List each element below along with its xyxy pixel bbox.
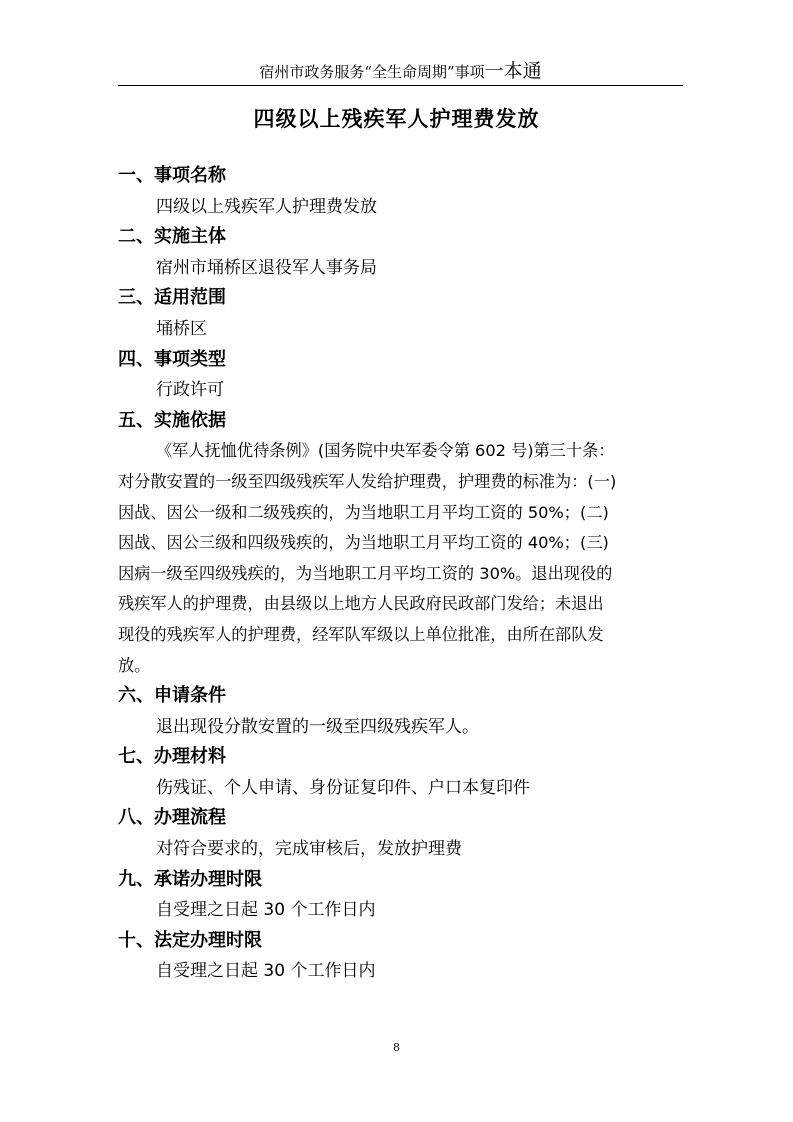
section-text-conditions: 退出现役分散安置的一级至四级残疾军人。	[156, 716, 479, 737]
paragraph-line: 现役的残疾军人的护理费，经军队军级以上单位批准，由所在部队发	[118, 624, 604, 644]
section-heading-conditions: 六、申请条件	[118, 685, 226, 707]
section-heading-materials: 七、办理材料	[118, 746, 226, 768]
section-heading-item-type: 四、事项类型	[118, 348, 226, 370]
section-heading-scope: 三、适用范围	[118, 287, 226, 309]
section-text-legal-time: 自受理之日起 30 个工作日内	[156, 961, 376, 982]
paragraph-line: 放。	[118, 655, 151, 675]
section-paragraph-legal-basis	[118, 436, 693, 681]
section-heading-promised-time: 九、承诺办理时限	[118, 868, 262, 890]
header-text: 宿州市政务服务“全生命周期”事项	[259, 63, 485, 81]
section-text-item-name: 四级以上残疾军人护理费发放	[156, 196, 377, 217]
paragraph-line: 《军人抚恤优待条例》(国务院中央军委令第 602 号)第三十条：	[156, 441, 615, 461]
document-title: 四级以上残疾军人护理费发放	[253, 107, 540, 131]
running-header	[118, 60, 683, 83]
paragraph-line: 残疾军人的护理费，由县级以上地方人民政府民政部门发给；未退出	[118, 594, 604, 614]
section-heading-legal-basis: 五、实施依据	[118, 409, 226, 431]
section-heading-legal-time: 十、法定办理时限	[118, 929, 262, 951]
paragraph-line: 因战、因公三级和四级残疾的，为当地职工月平均工资的 40%；(三)	[118, 533, 609, 553]
section-heading-item-name: 一、事项名称	[118, 165, 226, 186]
section-text-implementer: 宿州市埇桥区退役军人事务局	[156, 257, 377, 278]
paragraph-line: 因病一级至四级残疾的，为当地职工月平均工资的 30%。退出现役的	[118, 563, 613, 583]
section-text-process: 对符合要求的，完成审核后，发放护理费	[156, 839, 462, 860]
page-number: 8	[393, 1041, 400, 1054]
section-heading-process: 八、办理流程	[118, 807, 226, 829]
header-rule	[118, 85, 683, 86]
section-heading-implementer: 二、实施主体	[118, 226, 226, 248]
paragraph-line: 因战、因公一级和二级残疾的，为当地职工月平均工资的 50%；(二)	[118, 502, 609, 522]
section-text-item-type: 行政许可	[156, 380, 224, 401]
section-text-materials: 伤残证、个人申请、身份证复印件、户口本复印件	[156, 777, 530, 798]
section-text-scope: 埇桥区	[156, 318, 207, 339]
document-body	[118, 161, 693, 987]
section-text-promised-time: 自受理之日起 30 个工作日内	[156, 900, 376, 921]
paragraph-line: 对分散安置的一级至四级残疾军人发给护理费，护理费的标准为：(一)	[118, 471, 617, 491]
header-big-text: 一本通	[484, 60, 542, 82]
